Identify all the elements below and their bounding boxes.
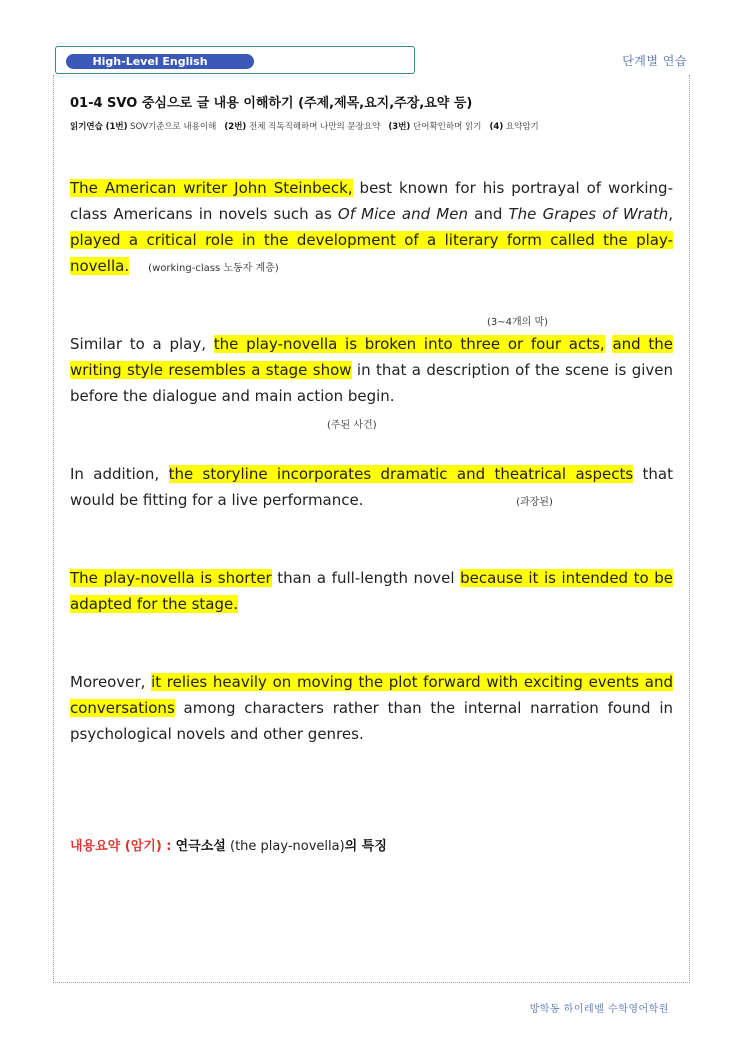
highlight: it relies heavily on moving the plot forward with exciting events and conversations — [70, 673, 674, 717]
step4-number: (4) — [489, 122, 504, 132]
step1-number: (1번) — [105, 122, 128, 132]
instructions-label: 읽기연습 — [70, 122, 103, 132]
text: Moreover, — [70, 673, 152, 691]
summary-label: 내용요약 (암기) : — [70, 839, 172, 854]
step2-text: 전체 직독직해하며 나만의 문장요약 — [246, 122, 381, 132]
text: among characters rather than the internal narration found in psychological novels and other genres. — [70, 699, 673, 743]
reading-instructions — [70, 120, 539, 132]
paragraph-3 — [70, 461, 673, 516]
highlight: The play-novella is shorter — [70, 569, 272, 587]
highlight: The American writer John Steinbeck, — [70, 179, 353, 197]
step2-number: (2번) — [224, 122, 247, 132]
section-label: 단계별 연습 — [622, 54, 687, 68]
text: , — [668, 205, 673, 223]
paragraph-4 — [70, 565, 673, 617]
vocab-note: (working-class 노동자 계층) — [148, 263, 279, 274]
text: than a full-length novel — [271, 569, 461, 587]
course-badge: High-Level English — [66, 54, 254, 69]
summary-term: 연극소설 — [175, 839, 226, 854]
highlight: the play-novella is broken into three or four acts, — [213, 335, 605, 353]
vocab-note-action: (주된 사건) — [327, 420, 377, 431]
step1-text: SOV기준으로 내용이해 — [127, 122, 217, 132]
page-title: 01-4 SVO 중심으로 글 내용 이해하기 (주제,제목,요지,주장,요약 등) — [70, 96, 473, 111]
vocab-note: (과장된) — [516, 497, 553, 508]
book-title: The Grapes of Wrath — [508, 205, 669, 223]
text: In addition, — [70, 465, 169, 483]
paragraph-1 — [70, 175, 673, 282]
paragraph-5 — [70, 669, 673, 747]
step3-number: (3번) — [388, 122, 411, 132]
text: Similar to a play, — [70, 335, 214, 353]
highlight: and the writing style resembles a stage show — [70, 335, 674, 379]
highlight: because it is intended to be adapted for the stage. — [70, 569, 673, 613]
text: that would be fitting for a live performance. — [70, 465, 674, 509]
vocab-note-acts: (3~4개의 막) — [487, 317, 549, 328]
text: in that a description of the scene is given before the dialogue and main action begin. — [70, 361, 674, 405]
paragraph-2 — [70, 331, 673, 409]
book-title: Of Mice and Men — [337, 205, 468, 223]
highlight: played a critical role in the development of a literary form called the play-novella. — [70, 231, 673, 275]
summary-line — [70, 835, 387, 854]
text: best known for his portrayal of working-class Americans in novels such as — [70, 179, 673, 223]
text: and — [467, 205, 509, 223]
step3-text: 단어확인하며 읽기 — [410, 122, 482, 132]
step4-text: 요약암기 — [503, 122, 539, 132]
footer-academy: 방학동 하이레벨 수학영어학원 — [529, 1004, 669, 1015]
summary-suffix: 의 특징 — [344, 839, 387, 854]
summary-paren: (the play-novella) — [225, 839, 345, 854]
highlight: the storyline incorporates dramatic and theatrical aspects — [168, 465, 634, 483]
